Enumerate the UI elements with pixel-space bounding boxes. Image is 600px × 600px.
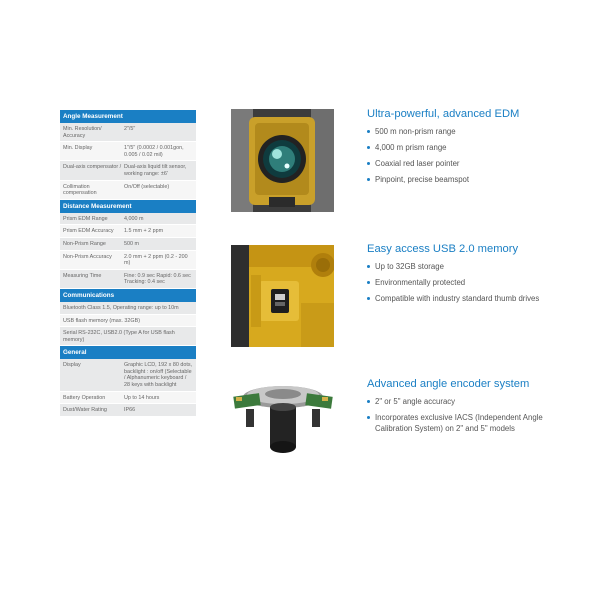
spec-value: 2.0 mm + 2 ppm (0.2 - 200 m) — [124, 253, 188, 267]
bullet-icon — [367, 416, 370, 419]
bullet-text: Compatible with industry standard thumb drives — [375, 294, 540, 304]
spec-row — [60, 213, 196, 226]
spec-row — [60, 302, 196, 315]
spec-label: Dual-axis compensator / — [63, 164, 122, 171]
bullet-text: Pinpoint, precise beamspot — [375, 175, 470, 185]
spec-label: Prism EDM Accuracy — [63, 228, 114, 235]
spec-table — [60, 110, 196, 417]
edm-lens-icon — [231, 109, 334, 212]
spec-value: 4,000 m — [124, 215, 144, 222]
list-item — [367, 143, 567, 154]
spec-label: Prism EDM Range — [63, 215, 108, 222]
feature-list — [367, 127, 567, 186]
spec-value: Graphic LCD, 192 x 80 dots, backlight : on/off (Selectable / Alphanumeric keyboard / 28 keys with backlight — [124, 362, 193, 389]
spec-row — [60, 359, 196, 391]
spec-value: IP66 — [124, 407, 136, 414]
spec-row — [60, 238, 196, 251]
spec-label: Min. Display — [63, 145, 93, 152]
spec-row — [60, 404, 196, 417]
spec-label: Dust/Water Rating — [63, 407, 107, 414]
spec-value: On/Off (selectable) — [124, 183, 170, 190]
list-item — [367, 127, 567, 138]
list-item — [367, 175, 567, 186]
bullet-text: Coaxial red laser pointer — [375, 159, 460, 169]
bullet-text: Up to 32GB storage — [375, 262, 444, 271]
feature-list — [367, 397, 567, 434]
bullet-text: 500 m non-prism range — [375, 127, 456, 136]
spec-row — [60, 327, 196, 346]
bullet-text: 4,000 m prism range — [375, 143, 447, 153]
spec-row — [60, 142, 196, 161]
spec-value: Up to 14 hours — [124, 394, 160, 401]
bullet-text: Incorporates exclusive IACS (Independent Angle Calibration System) on 2" and 5" models — [375, 413, 543, 433]
usb-port-photo — [231, 245, 334, 347]
list-item — [367, 278, 567, 289]
spec-label: Display — [63, 362, 81, 369]
bullet-icon — [367, 130, 370, 133]
edm-lens-photo — [231, 109, 334, 212]
spec-value: 1.5 mm + 2 ppm — [124, 228, 164, 235]
spec-value: 500 m — [124, 240, 139, 247]
list-item — [367, 294, 567, 305]
section-header-distance: Distance Measurement — [60, 200, 196, 213]
spec-row — [60, 270, 196, 289]
feature-edm — [367, 108, 567, 191]
bullet-text: Environmentally protected — [375, 278, 466, 288]
bullet-icon — [367, 281, 370, 284]
spec-label: Non-Prism Accuracy — [63, 253, 112, 260]
bullet-icon — [367, 146, 370, 149]
bullet-icon — [367, 297, 370, 300]
spec-label: Measuring Time — [63, 272, 102, 279]
bullet-icon — [367, 400, 370, 403]
list-item — [367, 262, 567, 273]
bullet-icon — [367, 178, 370, 181]
spec-value: 2"/5" — [124, 126, 136, 132]
spec-row — [60, 315, 196, 328]
feature-usb — [367, 243, 567, 310]
spec-row — [60, 181, 196, 200]
section-header-general: General — [60, 346, 196, 359]
spec-label: USB flash memory (max. 32GB) — [63, 317, 140, 324]
spec-value: 1"/5" (0.0002 / 0.001gon, 0.005 / 0.02 mil) — [124, 145, 184, 158]
spec-label: Serial RS-232C, USB2.0 (Type A for USB flash memory) — [63, 330, 175, 343]
section-header-angle: Angle Measurement — [60, 110, 196, 123]
angle-encoder-icon — [226, 375, 341, 465]
spec-label: Collimation compensation — [63, 183, 97, 197]
angle-encoder-photo — [226, 375, 341, 465]
spec-row — [60, 123, 196, 142]
feature-heading: Ultra-powerful, advanced EDM — [367, 108, 520, 120]
spec-row — [60, 392, 196, 405]
spec-row — [60, 225, 196, 238]
feature-list — [367, 262, 567, 305]
usb-port-icon — [231, 245, 334, 347]
list-item — [367, 397, 567, 408]
spec-value: Fine: 0.9 sec Rapid: 0.6 sec Tracking: 0.4 sec — [124, 272, 191, 286]
spec-label: Non-Prism Range — [63, 240, 106, 247]
section-header-communications: Communications — [60, 289, 196, 302]
feature-heading: Easy access USB 2.0 memory — [367, 243, 519, 255]
list-item — [367, 159, 567, 170]
feature-heading: Advanced angle encoder system — [367, 378, 530, 390]
spec-row — [60, 251, 196, 270]
spec-label: Battery Operation — [63, 394, 106, 401]
spec-label: Min. Resolution/ Accuracy — [63, 126, 102, 139]
spec-value: Dual-axis liquid tilt sensor, working range: ±6' — [124, 164, 187, 177]
list-item — [367, 413, 567, 434]
bullet-icon — [367, 265, 370, 268]
feature-encoder — [367, 378, 567, 440]
bullet-text: 2" or 5" angle accuracy — [375, 397, 456, 406]
spec-row — [60, 161, 196, 180]
spec-label: Bluetooth Class 1.5, Operating range: up to 10m — [63, 304, 179, 311]
bullet-icon — [367, 162, 370, 165]
